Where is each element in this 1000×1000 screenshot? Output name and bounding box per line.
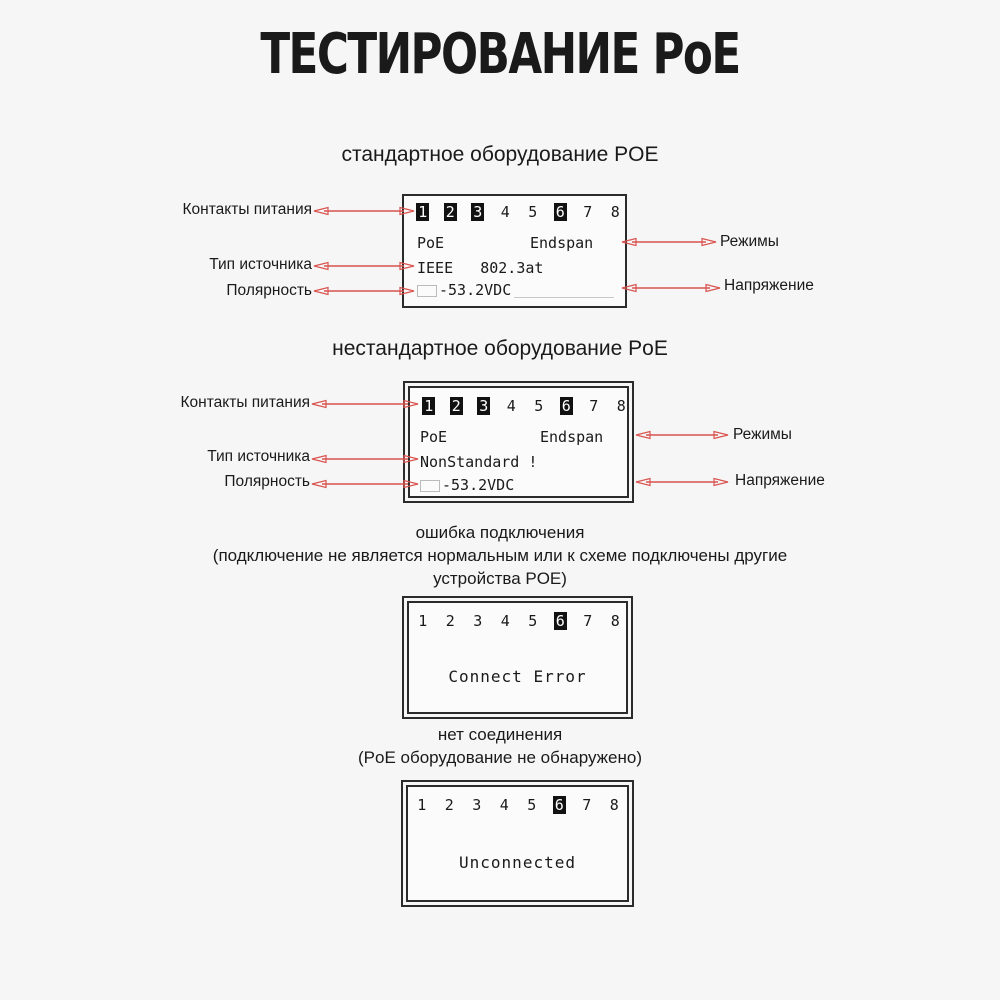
nonstandard-source-type: NonStandard ! [420, 453, 538, 471]
pin-number: 8 [609, 796, 619, 814]
page-title: ТЕСТИРОВАНИЕ PoE [260, 22, 740, 87]
pin-number: 8 [610, 203, 620, 221]
callout-arrow [312, 456, 418, 463]
callout-arrow [314, 208, 414, 215]
callout-arrow [312, 481, 418, 488]
nonstandard-label-voltage: Напряжение [735, 472, 825, 489]
pin-number: 2 [445, 203, 455, 221]
pin-number: 4 [500, 612, 510, 630]
pin-number: 4 [506, 397, 516, 415]
nonstandard-mode-value: Endspan [540, 428, 604, 446]
pin-number: 7 [589, 397, 599, 415]
nonstandard-heading: нестандартное оборудование PoE [332, 337, 668, 360]
pin-number: 1 [424, 397, 434, 415]
pin-number: 8 [616, 397, 626, 415]
pin-number: 5 [527, 796, 537, 814]
pin-number: 2 [451, 397, 461, 415]
nonstandard-mode-label: PoE [420, 428, 448, 446]
callout-arrow [636, 432, 728, 439]
pin-number: 8 [610, 612, 620, 630]
pin-number: 6 [555, 612, 565, 630]
pin-number: 2 [444, 796, 454, 814]
pin-number: 1 [418, 203, 428, 221]
pin-number: 4 [499, 796, 509, 814]
error-message: Connect Error [448, 667, 587, 686]
error-caption-title: ошибка подключения [415, 523, 585, 542]
nonstandard-label-pins: Контакты питания [180, 394, 310, 411]
nonstandard-voltage: -53.2VDC [442, 476, 515, 494]
pin-number: 7 [583, 203, 593, 221]
callout-arrow [622, 239, 716, 246]
standard-mode-label: PoE [417, 234, 445, 252]
callout-arrow [636, 479, 728, 486]
error-caption-detail-2: устройства POE) [433, 569, 567, 588]
pin-number: 3 [479, 397, 489, 415]
error-caption-detail-1: (подключение не является нормальным или к схеме подключены другие [212, 546, 788, 565]
callout-arrow [622, 285, 720, 292]
standard-label-voltage: Напряжение [724, 277, 814, 294]
nonstandard-label-polarity: Полярность [224, 473, 310, 490]
standard-label-polarity: Полярность [226, 282, 312, 299]
pin-number: 7 [583, 612, 593, 630]
callout-arrow [312, 401, 418, 408]
unconnected-caption-title: нет соединения [437, 725, 563, 744]
unconnected-caption-detail: (PoE оборудование не обнаружено) [358, 748, 642, 767]
pin-number: 1 [417, 796, 427, 814]
pin-number: 3 [472, 796, 482, 814]
pin-number: 6 [561, 397, 571, 415]
pin-number: 1 [418, 612, 428, 630]
pin-number: 3 [473, 203, 483, 221]
pin-number: 3 [473, 612, 483, 630]
standard-source-type: IEEE 802.3at [417, 259, 544, 277]
standard-label-modes: Режимы [720, 233, 779, 250]
pin-number: 5 [528, 203, 538, 221]
callout-arrow [314, 288, 414, 295]
standard-heading: стандартное оборудование POE [341, 143, 659, 166]
unconnected-message: Unconnected [459, 853, 576, 872]
pin-number: 4 [500, 203, 510, 221]
standard-mode-value: Endspan [530, 234, 594, 252]
pin-number: 6 [554, 796, 564, 814]
pin-number: 7 [582, 796, 592, 814]
pin-number: 6 [555, 203, 565, 221]
nonstandard-label-source: Тип источника [207, 448, 310, 465]
standard-voltage: -53.2VDC [439, 281, 512, 299]
nonstandard-label-modes: Режимы [733, 426, 792, 443]
pin-number: 2 [445, 612, 455, 630]
standard-label-source: Тип источника [209, 256, 312, 273]
callout-arrow [314, 263, 414, 270]
pin-number: 5 [534, 397, 544, 415]
pin-number: 5 [528, 612, 538, 630]
standard-label-pins: Контакты питания [182, 201, 312, 218]
